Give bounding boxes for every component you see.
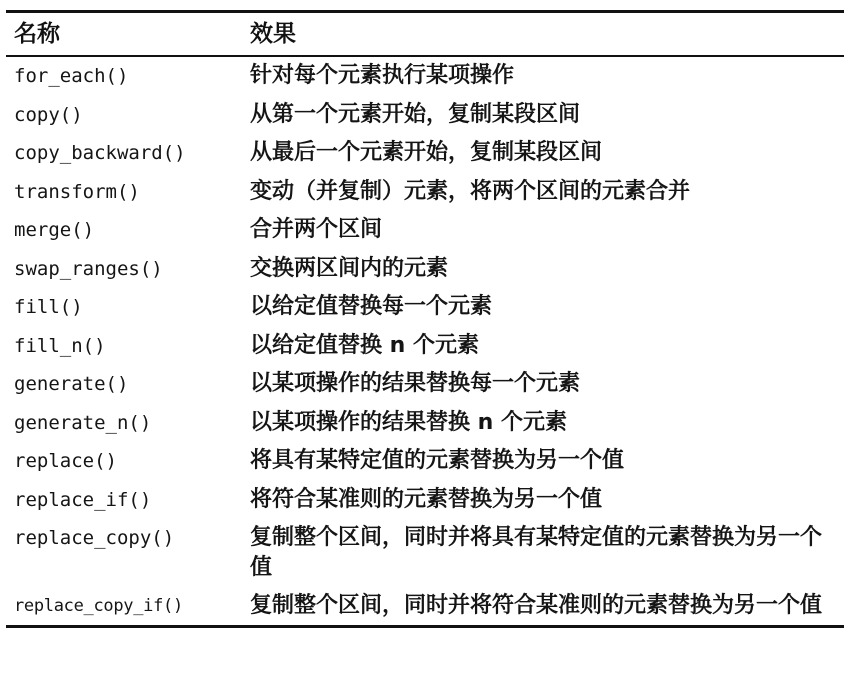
header-effect: 效果 [250, 21, 296, 47]
algorithm-effect: 变动（并复制）元素，将两个区间的元素合并 [250, 178, 691, 204]
table-row [6, 481, 844, 520]
algorithm-effect: 复制整个区间，同时并将具有某特定值的元素替换为另一个值 [250, 525, 823, 580]
table-row [6, 250, 844, 289]
algorithm-name: merge() [14, 219, 95, 241]
algorithm-name: fill() [14, 296, 83, 318]
algorithm-name: replace_if() [14, 488, 152, 511]
algorithm-effect: 将符合某准则的元素替换为另一个值 [250, 486, 603, 512]
algorithm-name: replace_copy() [14, 527, 175, 549]
header-name: 名称 [14, 21, 60, 47]
algorithm-effect: 针对每个元素执行某项操作 [250, 63, 515, 88]
algorithm-effect: 以给定值替换 n 个元素 [250, 332, 479, 358]
table-row [6, 173, 844, 212]
algorithm-effect: 以某项操作的结果替换每一个元素 [250, 371, 581, 396]
algorithm-name: fill_n() [14, 334, 106, 357]
table-row [6, 211, 844, 250]
algorithm-table-body [6, 57, 844, 625]
table-row [6, 519, 844, 587]
table-row [6, 288, 844, 327]
algorithm-effect: 以某项操作的结果替换 n 个元素 [250, 409, 567, 435]
table-row [6, 57, 844, 96]
algorithm-effect: 从最后一个元素开始，复制某段区间 [250, 140, 603, 165]
algorithm-name: generate_n() [14, 411, 152, 434]
algorithm-name: swap_ranges() [14, 257, 163, 280]
algorithm-table-grid [6, 13, 844, 55]
algorithm-name: transform() [14, 180, 140, 203]
table-row [6, 587, 844, 625]
algorithm-name: for_each() [14, 65, 129, 87]
table-row [6, 134, 844, 173]
table-row [6, 365, 844, 404]
algorithm-effect: 将具有某特定值的元素替换为另一个值 [250, 448, 625, 473]
algorithm-effect: 复制整个区间，同时并将符合某准则的元素替换为另一个值 [250, 593, 823, 618]
algorithm-name: copy_backward() [14, 142, 186, 164]
algorithm-name: generate() [14, 373, 129, 395]
algorithm-name: replace_copy_if() [14, 596, 183, 616]
algorithm-name: replace() [14, 450, 117, 472]
table-row [6, 327, 844, 366]
algorithm-table [6, 10, 844, 628]
table-header-row [6, 13, 844, 55]
table-row [6, 442, 844, 481]
table-bottom-rule [6, 625, 844, 628]
algorithm-effect: 以给定值替换每一个元素 [250, 294, 493, 319]
algorithm-effect: 交换两区间内的元素 [250, 255, 449, 281]
table-row [6, 96, 844, 135]
table-row [6, 404, 844, 443]
algorithm-effect: 从第一个元素开始，复制某段区间 [250, 101, 581, 127]
algorithm-effect: 合并两个区间 [250, 217, 383, 242]
algorithm-name: copy() [14, 103, 83, 126]
